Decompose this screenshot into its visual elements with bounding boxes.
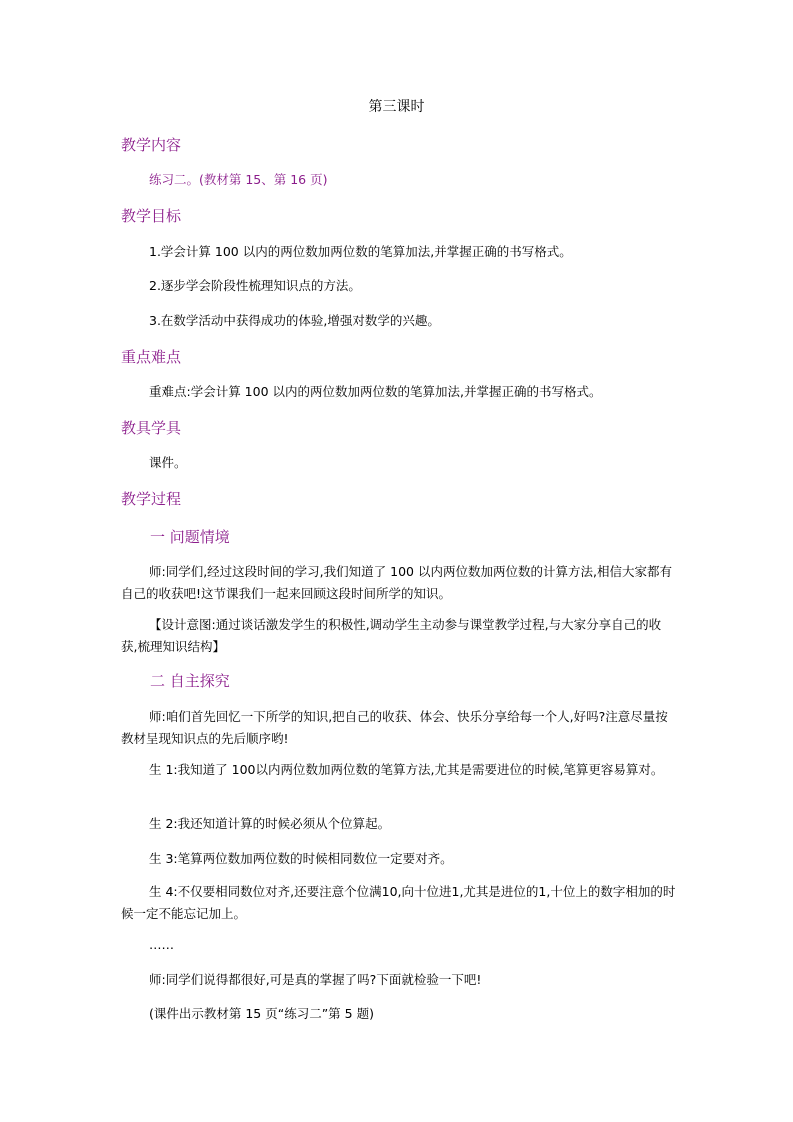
subheading-problem-situation: 一 问题情境 [150,528,230,546]
process-part2-student-2: 生 2:我还知道计算的时候必须从个位算起。 [149,816,391,831]
process-part2-note: (课件出示教材第 15 页“练习二”第 5 题) [149,1006,374,1021]
heading-teaching-goals: 教学目标 [121,207,182,225]
heading-teaching-tools: 教具学具 [121,419,182,437]
process-part2-teacher-2: 师:同学们说得都很好,可是真的掌握了吗?下面就检验一下吧! [149,972,482,987]
heading-key-points: 重点难点 [121,348,182,366]
process-part1-design-intent: 【设计意图:通过谈话激发学生的积极性,调动学生主动参与课堂教学过程,与大家分享自己的收获,梳理知识结构】 [121,617,662,654]
process-part2-student-1: 生 1:我知道了 100以内两位数加两位数的笔算方法,尤其是需要进位的时候,笔算更容易算对。 [149,762,664,777]
goal-item-3: 3.在数学活动中获得成功的体验,增强对数学的兴趣。 [149,313,440,328]
process-part2-student-4: 生 4:不仅要相同数位对齐,还要注意个位满10,向十位进1,尤其是进位的1,十位上的数字相加的时候一定不能忘记加上。 [121,884,676,921]
heading-teaching-process: 教学过程 [121,490,182,508]
heading-teaching-content: 教学内容 [121,136,182,154]
goal-item-2: 2.逐步学会阶段性梳理知识点的方法。 [149,278,361,293]
lesson-title: 第三课时 [368,99,425,115]
process-part2-student-3: 生 3:笔算两位数加两位数的时候相同数位一定要对齐。 [149,851,453,866]
process-part2-ellipsis: …… [149,937,174,952]
process-part1-paragraph-1: 师:同学们,经过这段时间的学习,我们知道了 100 以内两位数加两位数的计算方法,相信大家都有自己的收获吧!这节课我们一起来回顾这段时间所学的知识。 [121,564,672,601]
subheading-self-exploration: 二 自主探究 [150,672,230,690]
teaching-tools-text: 课件。 [149,455,187,470]
goal-item-1: 1.学会计算 100 以内的两位数加两位数的笔算加法,并掌握正确的书写格式。 [149,244,572,259]
teaching-content-text: 练习二。(教材第 15、第 16 页) [149,172,328,187]
process-part2-teacher-1: 师:咱们首先回忆一下所学的知识,把自己的收获、体会、快乐分享给每一个人,好吗?注意尽量按教材呈现知识点的先后顺序哟! [121,709,668,746]
key-points-text: 重难点:学会计算 100 以内的两位数加两位数的笔算加法,并掌握正确的书写格式。 [149,384,602,399]
